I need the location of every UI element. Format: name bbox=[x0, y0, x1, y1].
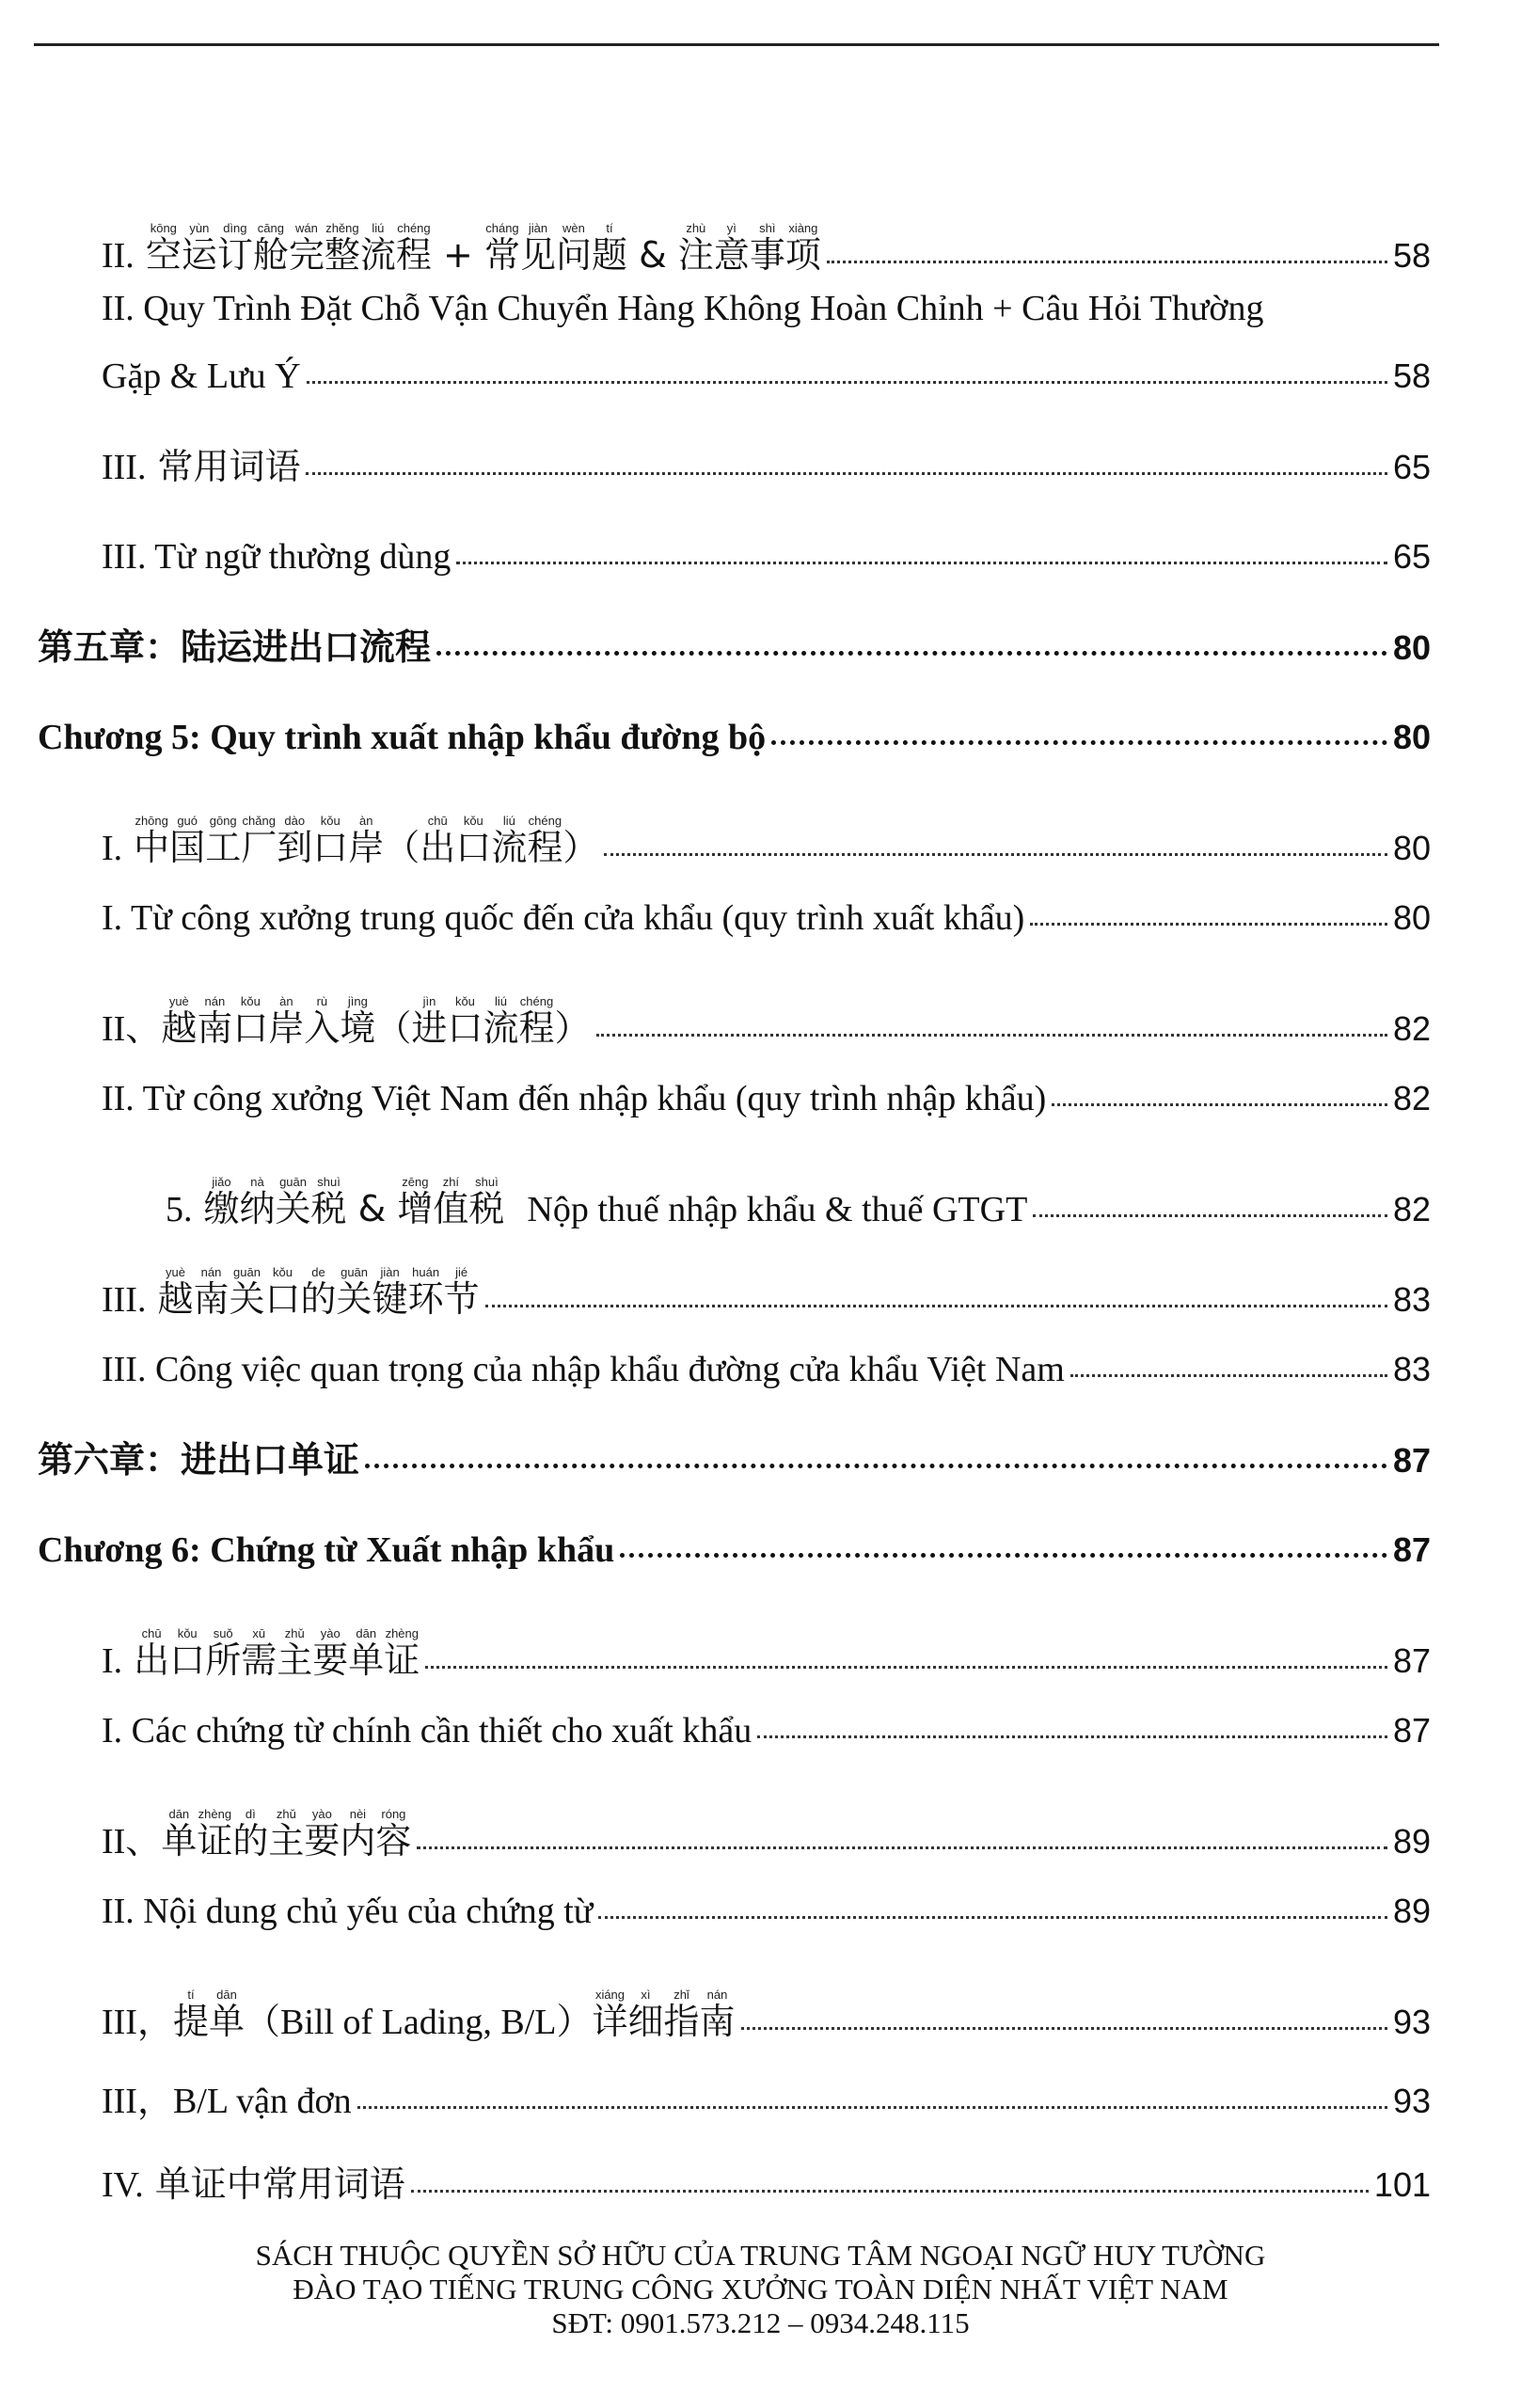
ruby-char: 环huán bbox=[407, 1265, 444, 1320]
toc-chapter-5-zh[interactable] bbox=[38, 625, 1431, 671]
dot-leader bbox=[1052, 1103, 1387, 1106]
plain-char: （ bbox=[375, 1007, 412, 1049]
ruby-char: 常cháng bbox=[483, 221, 520, 276]
footer-line-3: SĐT: 0901.573.212 – 0934.248.115 bbox=[551, 2306, 970, 2339]
page-number: 87 bbox=[1392, 1711, 1431, 1750]
plain-char: （ bbox=[384, 827, 420, 868]
ruby-char: 进jìn bbox=[411, 994, 448, 1049]
dot-leader bbox=[1033, 1214, 1387, 1217]
ruby-text bbox=[146, 222, 821, 277]
ruby-char: 出chū bbox=[420, 814, 456, 868]
toc-entry-label: I. 中zhōng 国guó 工gōng 厂chǎng 到dào 口kǒu 岸àn （ 出chū 口kǒu 流liú 程chéng ） bbox=[102, 814, 599, 868]
ruby-char: 订dìng bbox=[216, 221, 253, 276]
ruby-char: 口kǒu bbox=[447, 994, 483, 1049]
toc-entry-label: II、 越yuè 南nán 口kǒu 岸àn 入rù 境jìng （ 进jìn 口kǒu 流liú 程chéng ） bbox=[102, 994, 591, 1049]
dot-leader bbox=[1070, 1374, 1387, 1377]
toc-entry-e6[interactable] bbox=[102, 895, 1431, 941]
toc-entry-e16[interactable] bbox=[102, 1988, 1431, 2045]
dot-leader bbox=[1030, 923, 1387, 926]
ruby-text bbox=[204, 1176, 505, 1231]
toc-entry-label: I. Các chứng từ chính cần thiết cho xuất khẩu bbox=[102, 1711, 753, 1751]
toc-entry-label: 5. 缴jiǎo 纳nà 关guān 税shuì & 增zēng 值zhí 税shuì Nộp thuế nhập khẩu & thuế GTGT bbox=[166, 1175, 1028, 1229]
cjk-text: 单证中常用词语 bbox=[154, 2163, 405, 2205]
toc-entry-e13[interactable] bbox=[102, 1708, 1431, 1753]
ruby-char: 的de bbox=[300, 1265, 337, 1320]
plain-char: & bbox=[346, 1188, 398, 1229]
ruby-text bbox=[556, 1988, 735, 2044]
dot-leader bbox=[411, 2190, 1369, 2193]
ruby-char: 事shì bbox=[749, 221, 785, 276]
toc-entry-label: I. 出chū 口kǒu 所suǒ 需xū 主zhǔ 要yào 单dān 证zhèng bbox=[102, 1626, 420, 1681]
dot-leader bbox=[485, 1305, 1387, 1307]
toc-entry-e17[interactable] bbox=[102, 2079, 1431, 2124]
ruby-text bbox=[134, 815, 598, 870]
page-number: 82 bbox=[1392, 1190, 1431, 1228]
ruby-char: 境jìng bbox=[340, 994, 376, 1049]
toc-entry-e12[interactable] bbox=[102, 1627, 1431, 1684]
dot-leader bbox=[425, 1666, 1387, 1669]
toc-entry-label: III， 提tí 单dān （ Bill of Lading, B/L ） 详xiáng 细xì 指zhǐ 南nán bbox=[102, 1988, 736, 2042]
ruby-char: 税shuì bbox=[468, 1175, 505, 1229]
ruby-char: 运yùn bbox=[181, 221, 217, 276]
ruby-char: 完wán bbox=[288, 221, 325, 276]
ruby-char: 单dān bbox=[208, 1988, 245, 2042]
dot-leader bbox=[827, 261, 1387, 263]
toc-entry-e5[interactable] bbox=[102, 815, 1431, 871]
page-number: 58 bbox=[1392, 356, 1431, 395]
ruby-char: 工gōng bbox=[205, 814, 242, 868]
ruby-char: 南nán bbox=[699, 1988, 736, 2042]
chapter-title: Chương 6: Chứng từ Xuất nhập khẩu bbox=[38, 1530, 615, 1570]
ruby-char: 关guān bbox=[275, 1175, 311, 1229]
page-number: 80 bbox=[1392, 718, 1431, 756]
ruby-char: 值zhí bbox=[433, 1175, 469, 1229]
toc-entry-label: III. 常用词语 bbox=[102, 446, 301, 487]
ruby-char: 出chū bbox=[134, 1626, 170, 1681]
ruby-char: 主zhǔ bbox=[277, 1626, 313, 1681]
ruby-char: 所suǒ bbox=[205, 1626, 242, 1681]
ruby-char: 越yuè bbox=[161, 994, 198, 1049]
ruby-char: 口kǒu bbox=[455, 814, 492, 868]
ruby-char: 单dān bbox=[161, 1807, 198, 1861]
page-number: 87 bbox=[1392, 1530, 1431, 1569]
toc-chapter-5-vi[interactable] bbox=[38, 715, 1431, 760]
ruby-char: 流liú bbox=[359, 221, 396, 276]
toc-entry-e10[interactable] bbox=[102, 1266, 1431, 1323]
page-number: 101 bbox=[1373, 2165, 1431, 2204]
ruby-char: 岸àn bbox=[348, 814, 385, 868]
ruby-char: 入rù bbox=[304, 994, 341, 1049]
toc-entry-label: III，B/L vận đơn bbox=[102, 2082, 352, 2121]
ruby-char: 空kōng bbox=[145, 221, 182, 276]
ruby-char: 口kǒu bbox=[232, 994, 269, 1049]
page-number: 82 bbox=[1392, 1079, 1431, 1117]
dot-leader bbox=[620, 1553, 1387, 1558]
ruby-char: 舱cāng bbox=[252, 221, 289, 276]
ruby-char: 中zhōng bbox=[134, 814, 170, 868]
ruby-char: 细xì bbox=[627, 1988, 664, 2042]
ruby-char: 题tí bbox=[591, 221, 627, 276]
dot-leader bbox=[307, 381, 1387, 384]
page-number: 83 bbox=[1392, 1350, 1431, 1388]
chapter-title: 第六章：进出口单证 bbox=[38, 1439, 360, 1481]
toc-entry-e3[interactable] bbox=[102, 444, 1431, 490]
dot-leader bbox=[771, 740, 1387, 745]
ruby-char: 到dào bbox=[277, 814, 313, 868]
dot-leader bbox=[757, 1735, 1387, 1738]
footer-line-2: ĐÀO TẠO TIẾNG TRUNG CÔNG XƯỞNG TOÀN DIỆN NHẤT VIỆT NAM bbox=[293, 2273, 1228, 2305]
plain-char: ） bbox=[556, 2001, 593, 2042]
plain-char: + bbox=[431, 234, 484, 276]
ruby-char: 项xiàng bbox=[784, 221, 821, 276]
page-number: 89 bbox=[1392, 1892, 1431, 1930]
toc-entry-e4[interactable] bbox=[102, 534, 1431, 579]
ruby-char: 容róng bbox=[375, 1807, 412, 1861]
page-number: 80 bbox=[1392, 898, 1431, 937]
toc-entry-e11[interactable] bbox=[102, 1347, 1431, 1392]
ruby-char: 国guó bbox=[169, 814, 206, 868]
ruby-char: 流liú bbox=[491, 814, 528, 868]
ruby-char: 纳nà bbox=[239, 1175, 276, 1229]
ruby-char: 节jié bbox=[443, 1265, 480, 1320]
toc-entry-e1[interactable] bbox=[102, 222, 1431, 278]
ruby-char: 关guān bbox=[229, 1265, 265, 1320]
ruby-char: 税shuì bbox=[310, 1175, 347, 1229]
ruby-char: 整zhěng bbox=[324, 221, 360, 276]
ruby-char: 岸àn bbox=[268, 994, 305, 1049]
toc-entry-e7[interactable] bbox=[102, 995, 1431, 1052]
toc-entry-e18[interactable] bbox=[102, 2162, 1431, 2208]
dot-leader bbox=[306, 472, 1386, 475]
ruby-char: 口kǒu bbox=[312, 814, 349, 868]
page-number: 87 bbox=[1392, 1441, 1431, 1480]
toc-entry-label: III. Từ ngữ thường dùng bbox=[102, 537, 452, 577]
dot-leader bbox=[436, 651, 1387, 656]
ruby-char: 键jiàn bbox=[372, 1265, 408, 1320]
toc-entry-e9[interactable] bbox=[166, 1176, 1431, 1232]
page-number: 82 bbox=[1392, 1009, 1431, 1048]
ruby-text bbox=[134, 1627, 420, 1683]
ruby-char: 增zēng bbox=[397, 1175, 434, 1229]
ruby-char: 要yào bbox=[312, 1626, 349, 1681]
ruby-char: 南nán bbox=[193, 1265, 230, 1320]
ruby-char: 需xū bbox=[241, 1626, 277, 1681]
page-number: 89 bbox=[1392, 1822, 1431, 1861]
dot-leader bbox=[741, 2027, 1387, 2030]
ruby-char: 内nèi bbox=[340, 1807, 376, 1861]
dot-leader bbox=[596, 1034, 1387, 1037]
page-number: 93 bbox=[1392, 2003, 1431, 2041]
dot-leader bbox=[598, 1916, 1387, 1919]
ruby-char: 厂chǎng bbox=[241, 814, 277, 868]
page-number: 93 bbox=[1392, 2082, 1431, 2120]
ruby-char: 注zhù bbox=[677, 221, 714, 276]
page-number: 65 bbox=[1392, 448, 1431, 486]
ruby-char: 程chéng bbox=[527, 814, 563, 868]
dot-leader bbox=[604, 853, 1387, 856]
ruby-char: 的dì bbox=[232, 1807, 269, 1861]
plain-char: （ bbox=[245, 2001, 281, 2042]
toc-entry-label: I. Từ công xưởng trung quốc đến cửa khẩu (quy trình xuất khẩu) bbox=[102, 898, 1025, 938]
footer-line-1: SÁCH THUỘC QUYỀN SỞ HỮU CỦA TRUNG TÂM NGOẠI NGỮ HUY TƯỜNG bbox=[255, 2239, 1266, 2272]
ruby-char: 程chéng bbox=[518, 994, 555, 1049]
plain-char: ） bbox=[554, 1007, 591, 1049]
ruby-char: 单dān bbox=[348, 1626, 385, 1681]
toc-entry-e2-line1[interactable]: II. Quy Trình Đặt Chỗ Vận Chuyển Hàng Không Hoàn Chỉnh + Câu Hỏi Thường bbox=[102, 289, 1264, 328]
toc-entry-e2-line2[interactable] bbox=[102, 354, 1431, 399]
ruby-text bbox=[161, 995, 590, 1051]
ruby-char: 证zhèng bbox=[197, 1807, 233, 1861]
toc-entry-e14[interactable] bbox=[102, 1808, 1431, 1864]
ruby-char: 越yuè bbox=[157, 1265, 194, 1320]
toc-chapter-6-zh[interactable] bbox=[38, 1437, 1431, 1483]
chapter-title: Chương 5: Quy trình xuất nhập khẩu đường bộ bbox=[38, 718, 767, 757]
ruby-text bbox=[161, 1808, 411, 1863]
toc-entry-e15[interactable] bbox=[102, 1889, 1431, 1934]
ruby-char: 程chéng bbox=[395, 221, 432, 276]
dot-leader bbox=[357, 2106, 1387, 2109]
plain-char: & bbox=[627, 234, 678, 276]
toc-entry-e8[interactable] bbox=[102, 1076, 1431, 1121]
toc-entry-label: Gặp & Lưu Ý bbox=[102, 356, 301, 396]
ruby-char: 详xiáng bbox=[592, 1988, 628, 2042]
ruby-char: 证zhèng bbox=[384, 1626, 420, 1681]
dot-leader bbox=[417, 1846, 1387, 1849]
ruby-char: 口kǒu bbox=[169, 1626, 206, 1681]
ruby-char: 提tí bbox=[172, 1988, 209, 2042]
ruby-char: 意yì bbox=[713, 221, 750, 276]
ruby-text bbox=[157, 1266, 479, 1322]
page-number: 65 bbox=[1392, 537, 1431, 576]
ruby-char: 关guān bbox=[336, 1265, 372, 1320]
toc-entry-label: III. Công việc quan trọng của nhập khẩu đường cửa khẩu Việt Nam bbox=[102, 1350, 1065, 1389]
ruby-text bbox=[173, 1988, 280, 2044]
toc-entry-label: II. Nội dung chủ yếu của chứng từ bbox=[102, 1892, 594, 1931]
page-number: 87 bbox=[1392, 1641, 1431, 1680]
toc-entry-label: III. 越yuè 南nán 关guān 口kǒu 的de 关guān 键jiàn 环huán 节jié bbox=[102, 1265, 480, 1320]
page-number: 80 bbox=[1392, 628, 1431, 667]
toc-entry-label: II. 空kōng 运yùn 订dìng 舱cāng 完wán 整zhěng 流liú 程chéng + 常cháng 见jiàn 问wèn 题tí & 注zhù 意yì 事shì 项xiàng bbox=[102, 221, 821, 276]
dot-leader bbox=[365, 1464, 1387, 1468]
ruby-char: 指zhǐ bbox=[663, 1988, 700, 2042]
toc-entry-label: II. Từ công xưởng Việt Nam đến nhập khẩu (quy trình nhập khẩu) bbox=[102, 1079, 1047, 1118]
page-number: 80 bbox=[1392, 829, 1431, 867]
plain-char: ） bbox=[562, 827, 599, 868]
ruby-char: 主zhǔ bbox=[268, 1807, 305, 1861]
chapter-title: 第五章：陆运进出口流程 bbox=[38, 626, 432, 668]
ruby-char: 见jiàn bbox=[519, 221, 556, 276]
ruby-char: 流liú bbox=[483, 994, 519, 1049]
toc-entry-label: II、 单dān 证zhèng 的dì 主zhǔ 要yào 内nèi 容róng bbox=[102, 1807, 412, 1861]
ruby-char: 缴jiǎo bbox=[203, 1175, 240, 1229]
ruby-char: 口kǒu bbox=[264, 1265, 301, 1320]
toc-entry-label: IV. 单证中常用词语 bbox=[102, 2163, 405, 2205]
ruby-char: 要yào bbox=[304, 1807, 341, 1861]
cjk-text: 常用词语 bbox=[157, 446, 301, 487]
toc-chapter-6-vi[interactable] bbox=[38, 1528, 1431, 1573]
ruby-char: 问wèn bbox=[555, 221, 592, 276]
page-number: 83 bbox=[1392, 1280, 1431, 1319]
dot-leader bbox=[456, 562, 1387, 564]
ruby-char: 南nán bbox=[197, 994, 233, 1049]
page-number: 58 bbox=[1392, 236, 1431, 275]
